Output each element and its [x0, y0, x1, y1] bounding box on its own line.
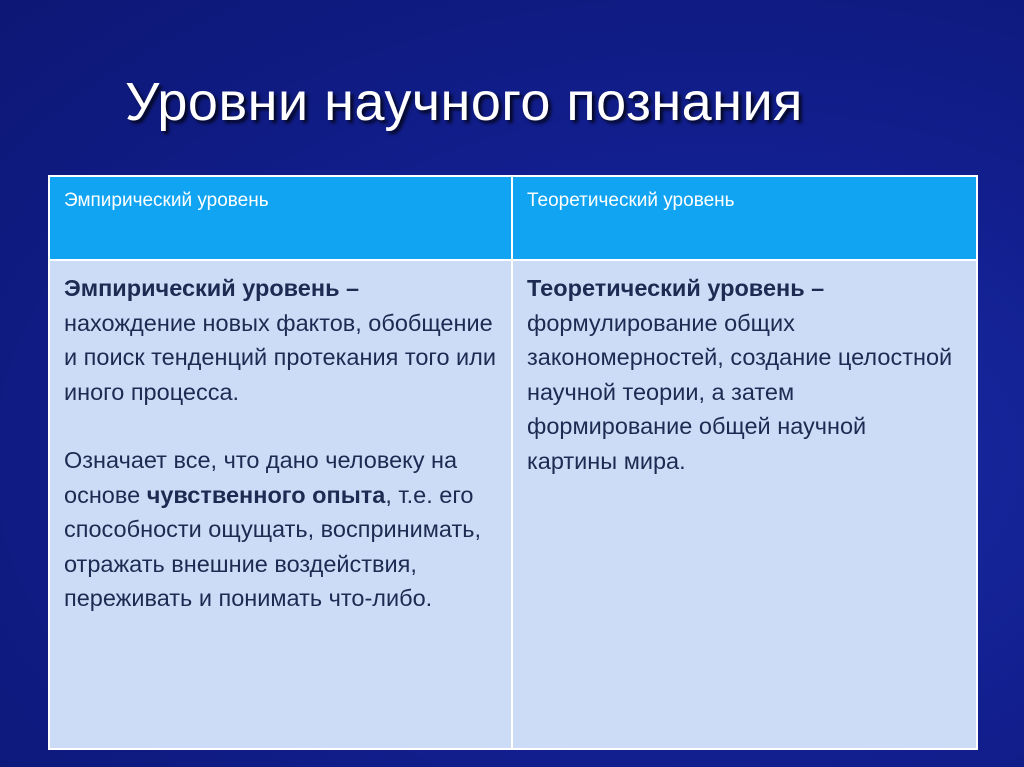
table-header-row: [49, 176, 977, 260]
header-empirical-level: Эмпирический уровень: [49, 176, 512, 260]
theoretical-definition: [527, 271, 962, 478]
header-theoretical-level: Теоретический уровень: [512, 176, 977, 260]
empirical-definition: [64, 271, 497, 409]
sensory-experience-term: чувственного опыта: [146, 481, 386, 508]
empirical-description-cell: [49, 260, 512, 749]
slide-title: Уровни научного познания: [125, 72, 803, 132]
theoretical-term: Теоретический уровень –: [527, 275, 825, 301]
empirical-explanation-suffix: , т.е. его способности ощущать, воспринимать, отражать внешние воздействия, переживать и понимать что-либо.: [64, 481, 481, 611]
theoretical-definition-text: формулирование общих закономерностей, создание целостной научной теории, а затем формирование общей научной картины мира.: [527, 309, 953, 474]
theoretical-description-cell: [512, 260, 977, 749]
empirical-term: Эмпирический уровень –: [64, 275, 360, 301]
table-body-row: [49, 260, 977, 749]
comparison-table: [48, 175, 978, 750]
empirical-definition-text: нахождение новых фактов, обобщение и поиск тенденций протекания того или иного процесса.: [64, 309, 497, 405]
empirical-explanation-prefix: Означает все, что дано человеку на основе: [64, 447, 458, 508]
empirical-explanation: [64, 443, 497, 616]
